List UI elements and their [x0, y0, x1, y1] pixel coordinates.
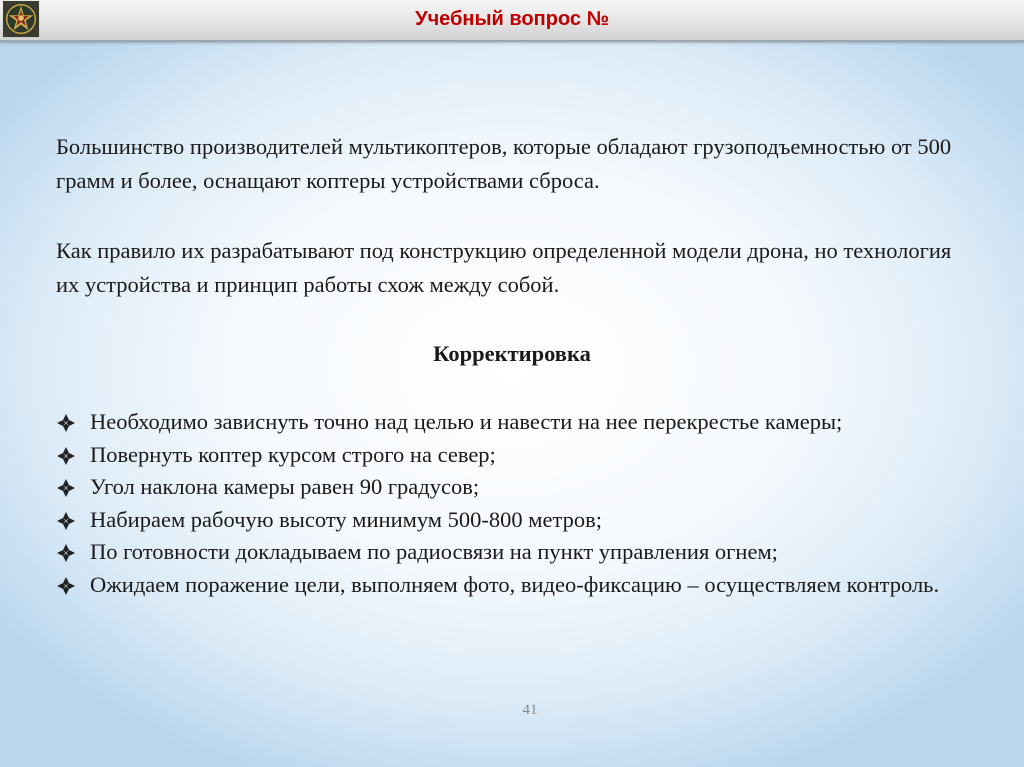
section-heading: Корректировка [433, 341, 591, 366]
list-item [56, 439, 986, 472]
list-item [56, 569, 986, 602]
second-paragraph: Как правило их разрабатывают под конструкцию определенной модели дрона, но технология их устройства и принцип работы схож между собой. [56, 238, 952, 297]
diamond-bullet-icon [56, 478, 76, 498]
diamond-bullet-icon [56, 413, 76, 433]
diamond-bullet-icon [56, 446, 76, 466]
bullet-list [56, 406, 986, 601]
diamond-bullet-icon [56, 576, 76, 596]
bullet-text: Ожидаем поражение цели, выполняем фото, видео-фиксацию – осуществляем контроль. [90, 571, 940, 597]
bullet-text: По готовности докладываем по радиосвязи на пункт управления огнем; [90, 539, 778, 564]
intro-paragraph: Большинство производителей мультикоптеров, которые обладают грузоподъемностью от 500 грамм и более, оснащают коптеры устройствами сброса. [56, 134, 952, 193]
list-item [56, 406, 986, 439]
list-item [56, 536, 986, 569]
bullet-text: Набираем рабочую высоту минимум 500-800 метров; [90, 506, 602, 532]
list-item [56, 504, 986, 537]
bullet-text: Угол наклона камеры равен 90 градусов; [90, 474, 480, 499]
page-number: 41 [522, 702, 538, 718]
bullet-text: Необходимо зависнуть точно над целью и навести на нее перекрестье камеры; [90, 409, 843, 434]
header-title: Учебный вопрос № [415, 8, 609, 30]
header-bar [0, 0, 1024, 42]
list-item [56, 471, 986, 504]
bullet-text: Повернуть коптер курсом строго на север; [90, 441, 496, 467]
diamond-bullet-icon [56, 543, 76, 563]
diamond-bullet-icon [56, 511, 76, 531]
